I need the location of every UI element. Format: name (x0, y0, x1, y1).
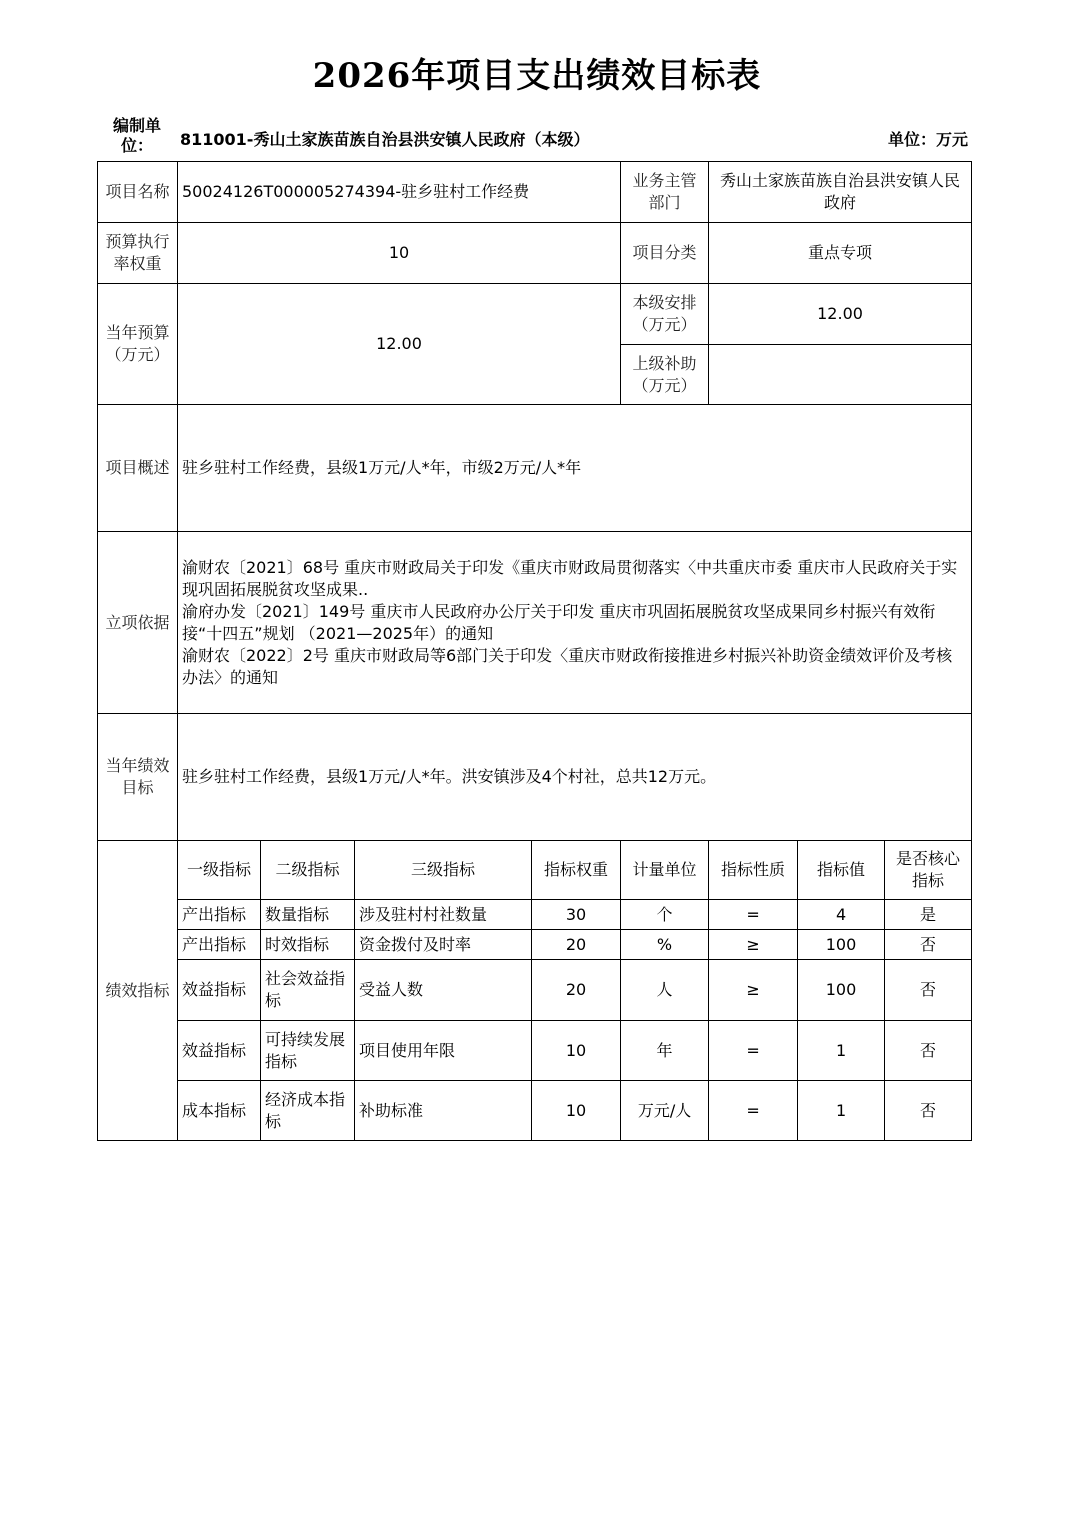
indicator-header: 是否核心指标 (885, 841, 972, 900)
basis-line: 渝府办发〔2021〕149号 重庆市人民政府办公厅关于印发 重庆市巩固拓展脱贫攻坚成果同乡村振兴有效衔接“十四五”规划 （2021—2025年）的通知 (182, 601, 936, 643)
indicator-row (98, 900, 972, 930)
indicator-level3: 涉及驻村村社数量 (355, 900, 532, 930)
page-title: 2026年项目支出绩效目标表 (312, 56, 762, 96)
indicator-level2: 数量指标 (261, 900, 355, 930)
budget-value: 12.00 (178, 284, 621, 405)
indicator-weight: 10 (532, 1081, 621, 1141)
indicator-header: 三级指标 (355, 841, 532, 900)
summary-label: 项目概述 (98, 405, 178, 532)
goal-value: 驻乡驻村工作经费，县级1万元/人*年。洪安镇涉及4个村社，总共12万元。 (178, 714, 972, 841)
budget-row (98, 284, 972, 345)
org-label: 编制单位： (112, 116, 161, 155)
indicator-weight: 20 (532, 930, 621, 960)
indicator-value: 100 (798, 930, 885, 960)
project-name-value: 50024126T000005274394-驻乡驻村工作经费 (178, 162, 621, 223)
indicator-level1: 成本指标 (178, 1081, 261, 1141)
indicator-value: 100 (798, 960, 885, 1021)
indicator-nature: = (709, 1021, 798, 1081)
budget-label: 当年预算（万元） (98, 284, 178, 405)
indicator-core: 否 (885, 930, 972, 960)
indicator-nature: ≥ (709, 960, 798, 1021)
dept-label: 业务主管部门 (621, 162, 709, 223)
indicator-core: 否 (885, 1021, 972, 1081)
basis-label: 立项依据 (98, 532, 178, 714)
indicator-row (98, 960, 972, 1021)
indicator-nature: ≥ (709, 930, 798, 960)
basis-row (98, 532, 972, 714)
indicator-header-row (98, 841, 972, 900)
local-value: 12.00 (709, 284, 972, 345)
indicator-level3: 资金拨付及时率 (355, 930, 532, 960)
indicator-core: 否 (885, 960, 972, 1021)
unit-label: 单位：万元 (887, 130, 968, 149)
indicator-unit: 万元/人 (621, 1081, 709, 1141)
upper-label: 上级补助（万元） (621, 345, 709, 405)
category-value: 重点专项 (709, 223, 972, 284)
goal-label: 当年绩效目标 (98, 714, 178, 841)
indicator-row (98, 1021, 972, 1081)
exec-weight-value: 10 (178, 223, 621, 284)
indicator-level3: 受益人数 (355, 960, 532, 1021)
indicator-unit: % (621, 930, 709, 960)
exec-weight-label: 预算执行率权重 (98, 223, 178, 284)
indicator-level1: 产出指标 (178, 930, 261, 960)
exec-weight-row (98, 223, 972, 284)
upper-value (709, 345, 972, 405)
indicator-level3: 补助标准 (355, 1081, 532, 1141)
goal-row (98, 714, 972, 841)
indicator-level2: 时效指标 (261, 930, 355, 960)
indicator-row (98, 930, 972, 960)
org-value: 811001-秀山土家族苗族自治县洪安镇人民政府（本级） (180, 130, 590, 149)
indicator-level2: 可持续发展指标 (261, 1021, 355, 1081)
summary-row (98, 405, 972, 532)
indicator-nature: = (709, 900, 798, 930)
indicator-weight: 20 (532, 960, 621, 1021)
indicator-value: 1 (798, 1021, 885, 1081)
local-label: 本级安排（万元） (621, 284, 709, 345)
indicators-label: 绩效指标 (98, 841, 178, 1141)
indicator-core: 否 (885, 1081, 972, 1141)
project-name-label: 项目名称 (98, 162, 178, 223)
indicator-header: 指标值 (798, 841, 885, 900)
basis-value (178, 532, 972, 714)
indicator-unit: 年 (621, 1021, 709, 1081)
indicator-value: 4 (798, 900, 885, 930)
indicator-level1: 产出指标 (178, 900, 261, 930)
category-label: 项目分类 (621, 223, 709, 284)
performance-table (97, 161, 972, 1141)
indicator-unit: 人 (621, 960, 709, 1021)
indicator-level3: 项目使用年限 (355, 1021, 532, 1081)
summary-value: 驻乡驻村工作经费，县级1万元/人*年，市级2万元/人*年 (178, 405, 972, 532)
indicator-weight: 10 (532, 1021, 621, 1081)
indicator-header: 指标性质 (709, 841, 798, 900)
project-name-row (98, 162, 972, 223)
basis-line: 渝财农〔2021〕68号 重庆市财政局关于印发《重庆市财政局贯彻落实〈中共重庆市委 重庆市人民政府关于实现巩固拓展脱贫攻坚成果.. (182, 557, 958, 599)
indicator-header: 二级指标 (261, 841, 355, 900)
indicator-header: 指标权重 (532, 841, 621, 900)
indicator-value: 1 (798, 1081, 885, 1141)
indicator-nature: = (709, 1081, 798, 1141)
indicator-unit: 个 (621, 900, 709, 930)
indicator-core: 是 (885, 900, 972, 930)
indicator-level2: 社会效益指标 (261, 960, 355, 1021)
dept-value: 秀山土家族苗族自治县洪安镇人民政府 (709, 162, 972, 223)
indicator-level2: 经济成本指标 (261, 1081, 355, 1141)
basis-line: 渝财农〔2022〕2号 重庆市财政局等6部门关于印发〈重庆市财政衔接推进乡村振兴补助资金绩效评价及考核办法〉的通知 (182, 645, 953, 687)
indicator-header: 计量单位 (621, 841, 709, 900)
indicator-header: 一级指标 (178, 841, 261, 900)
indicator-row (98, 1081, 972, 1141)
indicator-level1: 效益指标 (178, 1021, 261, 1081)
indicator-level1: 效益指标 (178, 960, 261, 1021)
indicator-weight: 30 (532, 900, 621, 930)
